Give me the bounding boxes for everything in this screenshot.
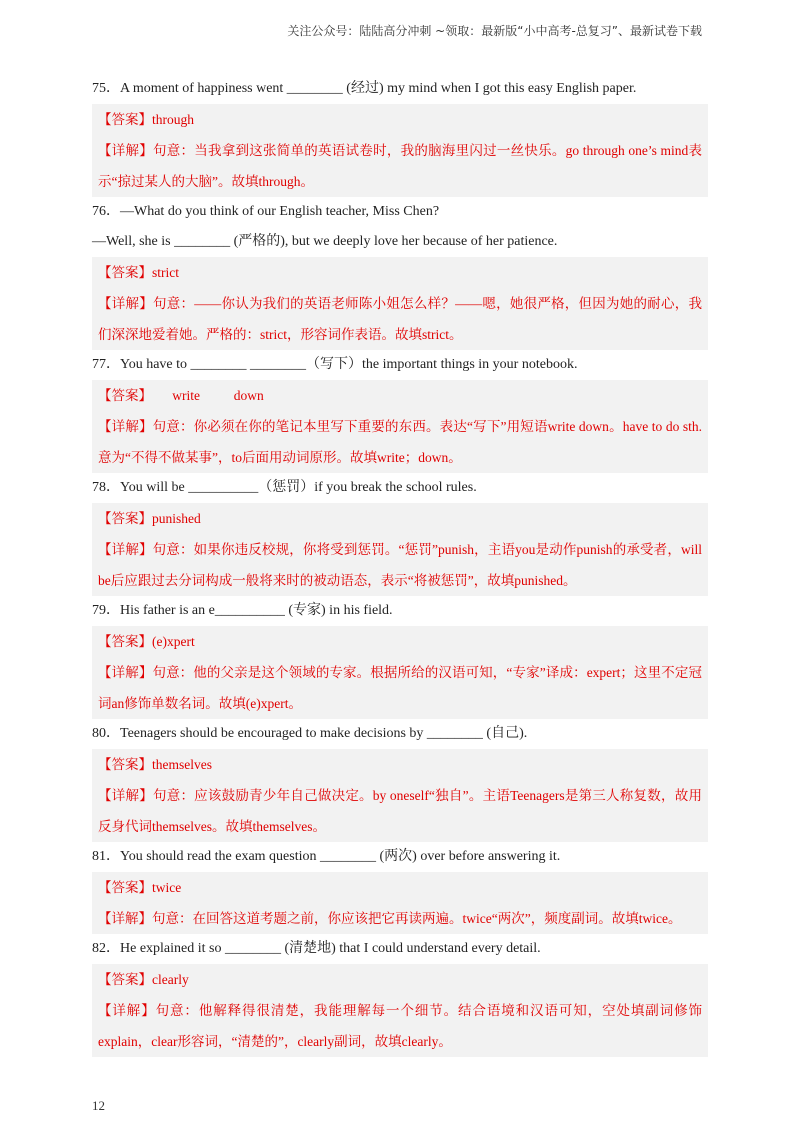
answer-line: 【答案】through [98, 112, 194, 127]
question-item-75 [92, 74, 708, 197]
answer-line: 【答案】twice [98, 880, 182, 895]
question-text: 82．He explained it so ________ (清楚地) that I could understand every detail. [92, 941, 541, 956]
question-item-76 [92, 197, 708, 350]
answer-box [92, 104, 708, 197]
question-text: —Well, she is ________ (严格的), but we deeply love her because of her patience. [92, 234, 558, 249]
question-item-78 [92, 473, 708, 596]
question-text: 81．You should read the exam question ________ (两次) over before answering it. [92, 849, 561, 864]
question-text: 76．—What do you think of our English teacher, Miss Chen? [92, 204, 440, 219]
question-text: 80．Teenagers should be encouraged to make decisions by ________ (自己). [92, 726, 528, 741]
answer-line: 【答案】(e)xpert [98, 634, 195, 649]
detail-text: 【详解】句意：应该鼓励青少年自己做决定。by oneself“独自”。主语Teenagers是第三人称复数，故用反身代词themselves。故填themselves。 [98, 788, 702, 834]
detail-text: 【详解】句意：你必须在你的笔记本里写下重要的东西。表达“写下”用短语write down。have to do sth.意为“不得不做某事”，to后面用动词原形。故填write；down。 [98, 419, 702, 465]
question-list [92, 74, 708, 1057]
answer-box [92, 749, 708, 842]
question-text: 75．A moment of happiness went ________ (经过) my mind when I got this easy English paper. [92, 81, 637, 96]
answer-box [92, 257, 708, 350]
answer-line: 【答案】themselves [98, 757, 212, 772]
question-text: 77．You have to ________ ________（写下）the important things in your notebook. [92, 357, 578, 372]
detail-text: 【详解】句意：他的父亲是这个领域的专家。根据所给的汉语可知，“专家”译成：expert；这里不定冠词an修饰单数名词。故填(e)xpert。 [98, 665, 702, 711]
detail-text: 【详解】句意：——你认为我们的英语老师陈小姐怎么样？——嗯，她很严格，但因为她的耐心，我们深深地爱着她。严格的：strict，形容词作表语。故填strict。 [98, 296, 702, 342]
page-header: 关注公众号：陆陆高分冲刺 ~领取：最新版“小中高考-总复习”、最新试卷下载 [287, 24, 702, 38]
answer-line: 【答案】 write down [98, 388, 264, 403]
question-item-79 [92, 596, 708, 719]
answer-box [92, 872, 708, 934]
answer-line: 【答案】punished [98, 511, 201, 526]
answer-box [92, 380, 708, 473]
detail-text: 【详解】句意：当我拿到这张简单的英语试卷时，我的脑海里闪过一丝快乐。go through one’s mind表示“掠过某人的大脑”。故填through。 [98, 143, 702, 189]
question-text: 78．You will be __________（惩罚）if you break the school rules. [92, 480, 477, 495]
question-item-77 [92, 350, 708, 473]
answer-box [92, 503, 708, 596]
question-text: 79．His father is an e__________ (专家) in his field. [92, 603, 393, 618]
page-number: 12 [92, 1098, 105, 1113]
answer-box [92, 626, 708, 719]
answer-line: 【答案】clearly [98, 972, 189, 987]
detail-text: 【详解】句意：如果你违反校规，你将受到惩罚。“惩罚”punish，主语you是动作punish的承受者，will be后应跟过去分词构成一般将来时的被动语态，表示“将被惩罚”，故填punished。 [98, 542, 702, 588]
detail-text: 【详解】句意：在回答这道考题之前，你应该把它再读两遍。twice“两次”，频度副词。故填twice。 [98, 911, 682, 926]
question-item-81 [92, 842, 708, 934]
question-item-80 [92, 719, 708, 842]
answer-line: 【答案】strict [98, 265, 179, 280]
detail-text: 【详解】句意：他解释得很清楚，我能理解每一个细节。结合语境和汉语可知，空处填副词修饰explain，clear形容词，“清楚的”，clearly副词，故填clearly。 [98, 1003, 702, 1049]
question-item-82 [92, 934, 708, 1057]
answer-box [92, 964, 708, 1057]
